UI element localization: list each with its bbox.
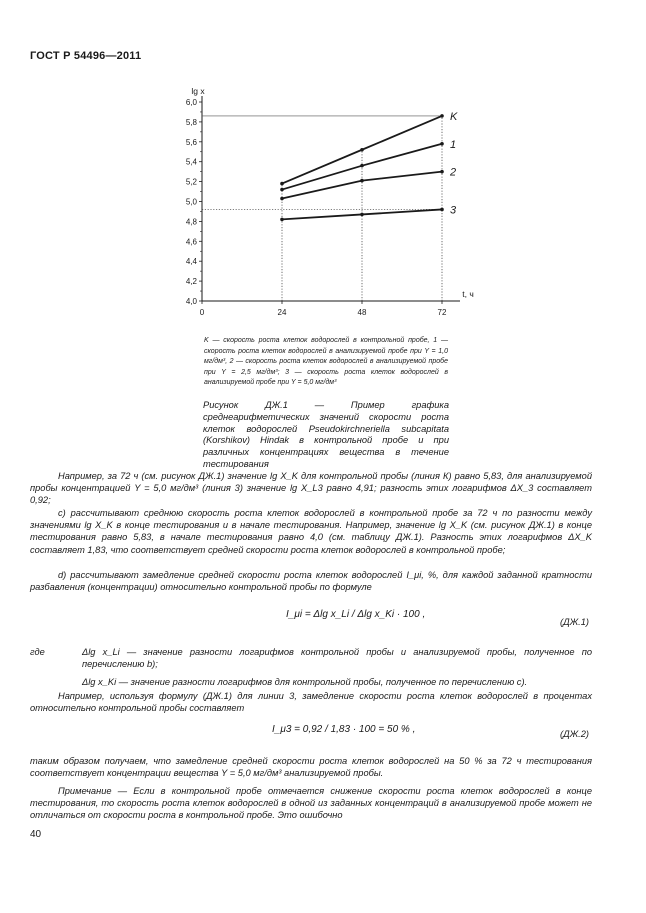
y-tick-label: 4,6 bbox=[185, 237, 197, 247]
series-point-3 bbox=[360, 213, 364, 217]
series-point-K bbox=[280, 182, 284, 186]
series-point-1 bbox=[360, 164, 364, 168]
series-label-K: K bbox=[450, 110, 458, 123]
where-item-2: Δlg x_Ki — значение разности логарифмов для контрольной пробы, полученное по перечислению c). bbox=[82, 677, 528, 687]
series-point-1 bbox=[280, 188, 284, 192]
note-paragraph: Примечание — Если в контрольной пробе отмечается снижение скорости роста клеток водорослей в конце тестирования, то скорость роста клеток водорослей в одной из заданных концентраций в анализируемой пробе может не отличаться от скорости роста в контрольной пробе. Это ошибочно bbox=[30, 786, 592, 821]
series-label-1: 1 bbox=[450, 138, 457, 151]
formula-dzh2-number: (ДЖ.2) bbox=[560, 729, 590, 739]
y-tick-label: 6,0 bbox=[185, 98, 197, 107]
y-tick-label: 4,2 bbox=[185, 277, 197, 287]
paragraph-example-1: Например, за 72 ч (см. рисунок ДЖ.1) значение lg X_K для контрольной пробы (линия К) равно 5,83, для анализируемой пробы концентрацией Y = 5,0 мг/дм³ (линия 3) значение lg X_L3 равно 4,91; разность этих логарифмов ΔX_3 составляет 0,92; bbox=[30, 471, 592, 506]
x-tick-label: 0 bbox=[199, 308, 205, 317]
series-point-1 bbox=[440, 142, 444, 146]
series-label-2: 2 bbox=[450, 166, 457, 179]
paragraph-example-2: Например, используя формулу (ДЖ.1) для линии 3, замедление скорости роста клеток водорослей в процентах относительно контрольной пробы составляет bbox=[30, 691, 592, 714]
x-tick-label: 48 bbox=[357, 308, 367, 317]
series-point-K bbox=[360, 148, 364, 152]
figure-caption: Рисунок ДЖ.1 — Пример графика среднеарифметических значений скорости роста клеток водорослей Pseudokirchneriella subcapitata (Korshikov) Hindak в контрольной пробе и при различных концентрациях вещества в течение тестирования bbox=[203, 400, 449, 469]
y-tick-label: 5,0 bbox=[185, 197, 197, 207]
paragraph-conclusion: таким образом получаем, что замедление средней скорости роста клеток водорослей на 50 % за 72 ч тестирования соответствует концентрации вещества Y = 5,0 мг/дм³ анализируемой пробы. bbox=[30, 756, 592, 779]
y-tick-label: 5,6 bbox=[185, 137, 197, 147]
y-tick-label: 5,4 bbox=[185, 157, 197, 167]
x-tick-label: 24 bbox=[277, 308, 287, 317]
figure-chart bbox=[150, 80, 480, 325]
formula-dzh1: I_μi = Δlg x_Li / Δlg x_Ki · 100 , bbox=[286, 609, 426, 620]
series-point-2 bbox=[280, 197, 284, 201]
y-tick-label: 4,4 bbox=[185, 257, 197, 267]
paragraph-c: c) рассчитывают среднюю скорость роста клеток водорослей в контрольной пробе за 72 ч по разности между значениями lg X_K в конце тестирования и в начале тестирования. Например, значение lg X_K (см. рисунок ДЖ.1) в конце тестирования равно 5,83, в начале тестирования равно 4,0 (см. таблицу ДЖ.1). Разность этих логарифмов ΔX_K составляет 1,83, что соответствует средней скорости роста клеток водорослей в контрольной пробе; bbox=[30, 508, 592, 555]
y-tick-label: 4,8 bbox=[185, 217, 197, 227]
where-label: где bbox=[30, 647, 45, 657]
y-tick-label: 5,2 bbox=[185, 177, 197, 187]
series-point-2 bbox=[440, 170, 444, 174]
series-point-3 bbox=[440, 208, 444, 212]
series-point-2 bbox=[360, 179, 364, 183]
formula-dzh2: I_μ3 = 0,92 / 1,83 · 100 = 50 % , bbox=[272, 724, 416, 735]
y-tick-label: 4,0 bbox=[185, 297, 197, 306]
y-axis-label: lg x bbox=[191, 86, 205, 96]
series-label-3: 3 bbox=[450, 204, 457, 217]
y-tick-label: 5,8 bbox=[185, 117, 197, 127]
series-point-K bbox=[440, 114, 444, 118]
document-header: ГОСТ Р 54496—2011 bbox=[30, 50, 142, 62]
series-point-3 bbox=[280, 218, 284, 222]
x-axis-label: t, ч bbox=[462, 289, 474, 299]
where-item-1: Δlg x_Li — значение разности логарифмов контрольной пробы и анализируемой пробы, полученное по перечислению b); bbox=[82, 647, 592, 670]
figure-legend: K — скорость роста клеток водорослей в контрольной пробе, 1 — скорость роста клеток водорослей в анализируемой пробе при Y = 1,0 мг/дм³, 2 — скорость роста клеток водорослей в анализируемой пробе при Y = 2,5 мг/дм³; 3 — скорость роста клеток водорослей в анализируемой пробе при Y = 5,0 мг/дм³ bbox=[204, 337, 448, 386]
formula-dzh1-number: (ДЖ.1) bbox=[560, 617, 590, 627]
x-tick-label: 72 bbox=[437, 308, 447, 317]
paragraph-d: d) рассчитывают замедление средней скорости роста клеток водорослей I_μi, %, для каждой заданной кратности разбавления (концентрации) относительно контрольной пробы по формуле bbox=[30, 570, 592, 593]
page-number: 40 bbox=[30, 829, 42, 840]
